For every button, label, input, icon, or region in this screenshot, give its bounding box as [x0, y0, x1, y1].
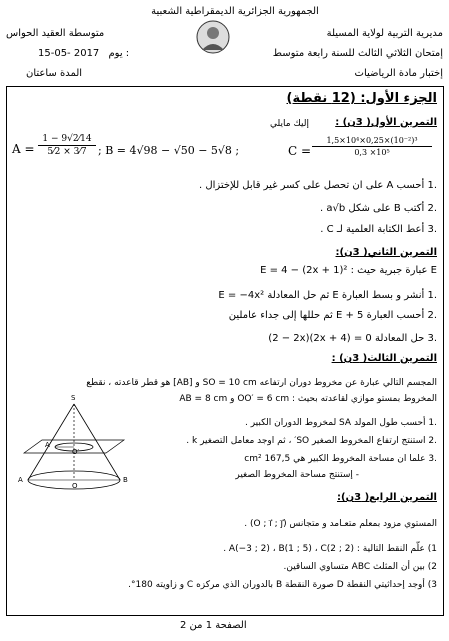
ex3-q1: .1 أحسب طول المولد SA لمخروط الدوران الكبير . — [244, 418, 437, 428]
expr-C-label: C = — [288, 144, 312, 158]
ex2-q1: .1 أنشر و بسط العبارة E ثم حل المعادلة E = −4x² — [218, 290, 437, 301]
ex3-q3b: - إستنتج مساحة المخروط الصغير — [235, 470, 359, 480]
expr-A — [12, 142, 35, 156]
ex2-title: التمرين الثاني( 3ن): — [335, 247, 437, 258]
ex1-intro: إليك مايلي — [270, 119, 309, 129]
expr-C-denominator: 0,3 ×10⁵ — [354, 148, 390, 157]
ex1-q3: .3 أعط الكتابة العلمية لـ C . — [320, 224, 437, 235]
ex1-q2: .2 أكتب B على شكل a√b . — [319, 203, 437, 214]
exam-title: إمتحان الثلاثي الثالث للسنة رابعة متوسط — [272, 48, 443, 59]
fig-label-O-prime: O′ — [72, 448, 80, 456]
ex1-q1: .1 أحسب A على ان تحصل على كسر غير قابل للإختزال . — [198, 180, 437, 191]
expr-C-fraction — [312, 136, 432, 157]
fig-label-A-prime: A′ — [45, 441, 52, 449]
ex2-q3: .3 حل المعادلة 0 = (2x + 4)(2 − 2x) — [268, 333, 437, 344]
expr-B: ; B = 4√98 − √50 − 5√8 ; — [98, 144, 240, 157]
expr-C-numerator: 1,5×10⁴×0,25×(10⁻²)³ — [312, 136, 432, 147]
date-label: يوم : — [108, 48, 130, 59]
ex4-q2: 2) بين أن المثلث ABC متساوي الساقين. — [283, 562, 437, 572]
ex4-intro: المستوي مزود بمعلم متعـامد و متجانس (O ; i⃗ ; j⃗) . — [244, 519, 437, 529]
ex3-title: التمرين الثالث( 3ن) : — [331, 353, 437, 364]
expr-A-label: A = — [12, 142, 35, 156]
school-logo — [196, 20, 230, 54]
cone-figure — [14, 394, 134, 498]
date-value: 15-05- 2017 — [38, 48, 100, 59]
fig-label-B: B — [123, 476, 128, 484]
school-name: متوسطة العقيد الحواس — [6, 28, 105, 39]
ex4-q1: 1) علّم النقط التالية : A(−3 ; 2) ، B(1 ; 5) ، C(2 ; 2) . — [223, 544, 437, 554]
expr-A-denominator: 5⁄2 × 3⁄7 — [47, 147, 87, 157]
ex1-title: التمرين الأول( 3ن) : — [335, 117, 437, 128]
duration: المدة ساعتان — [26, 68, 83, 79]
directorate: مديرية التربية لولاية المسيلة — [326, 28, 443, 39]
ex3-q3: .3 علما ان مساحة المخروط الكبير هي 167,5 cm² — [244, 454, 437, 464]
page-number: الصفحة 1 من 2 — [180, 620, 247, 631]
expr-A-fraction — [38, 134, 96, 157]
ex2-q2: .2 أحسب العبارة E + 5 ثم حللها إلى جداء عاملين — [228, 310, 437, 321]
expr-A-numerator: 1 − 9√2⁄14 — [38, 134, 96, 146]
ex3-line1: المجسم التالي عبارة عن مخروط دوران ارتفاعه SO = 10 cm و [AB] هو قطر قاعدته ، نقطع — [86, 378, 437, 388]
subject: إختبار مادة الرياضيات — [354, 68, 443, 79]
ex3-q2: .2 استنتج ارتفاع المخروط الصغير SO′ ، ثم اوجد معامل التصغير k . — [186, 436, 437, 446]
ex3-line2: المخروط بمستو موازي لقاعدته بحيث : OO′ = 6 cm و AB = 8 cm — [179, 394, 437, 404]
ex4-title: التمرين الرابع( 3ن): — [337, 492, 437, 503]
republic-title: الجمهورية الجزائرية الديمقراطية الشعبية — [151, 6, 319, 17]
fig-label-A: A — [18, 476, 23, 484]
ex4-q3: 3) أوجد إحداثيتي النقطة D صورة النقطة B بالدوران الذي مركزه C و زاويته 180°. — [128, 580, 437, 590]
exam-frame — [6, 86, 444, 616]
fig-label-S: S — [71, 394, 76, 402]
exam-date — [38, 48, 129, 59]
ex2-intro: E عبارة جبرية حيث : E = 4 − (2x + 1)² — [260, 265, 437, 276]
fig-label-O: O — [72, 482, 78, 490]
part1-title: الجزء الأول: (12 نقطة) — [286, 91, 437, 106]
